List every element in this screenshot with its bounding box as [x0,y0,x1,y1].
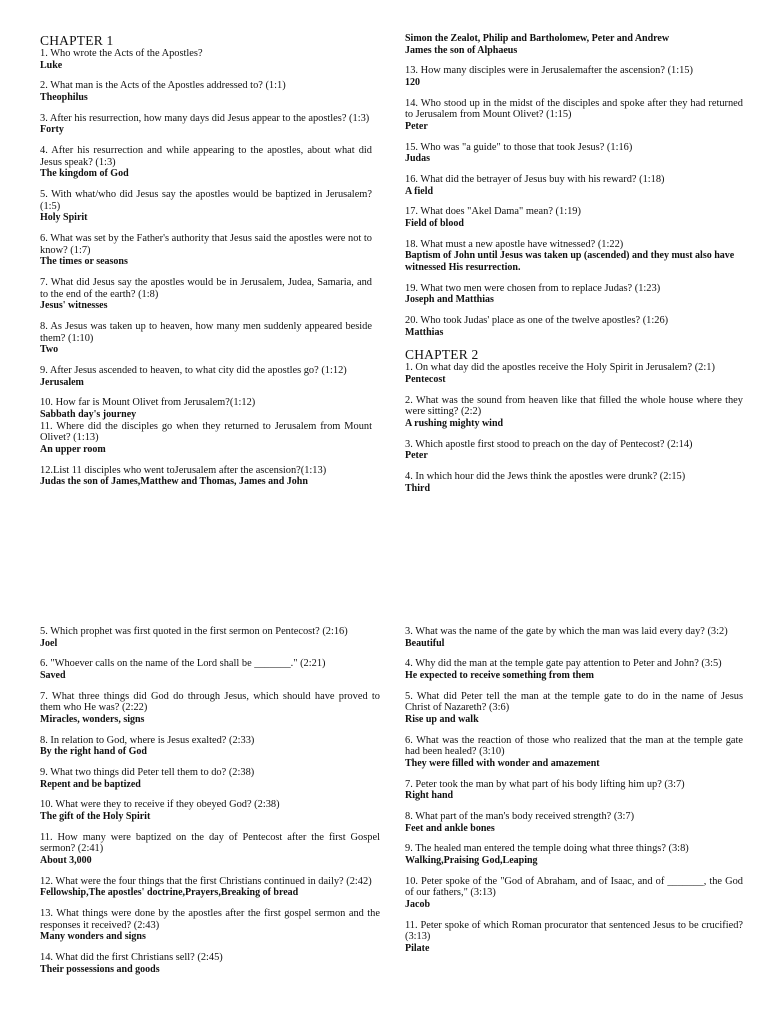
qa-item [40,365,372,388]
answer-text: Their possessions and goods [40,963,160,975]
qa-item [405,142,743,165]
question-text: 10. What were they to receive if they obeyed God? (2:38) [40,799,280,811]
qa-item [40,465,372,488]
question-text: 9. After Jesus ascended to heaven, to what city did the apostles go? (1:12) [40,364,347,376]
question-text: 17. What does "Akel Dama" mean? (1:19) [405,206,581,218]
question-text: 7. What three things did God do through Jesus, which should have proved to them who He was? (2:22) [40,690,380,714]
answer-text: The gift of the Holy Spirit [40,811,151,823]
qa-item [405,779,743,802]
answer-text: The kingdom of God [40,168,129,180]
qa-item [40,80,372,103]
qa-item [405,174,743,197]
qa-item [405,811,743,834]
qa-item [40,799,380,822]
answer-text: Pentecost [405,373,446,385]
qa-item [405,691,743,726]
qa-item [405,920,743,955]
question-list [405,65,743,338]
question-text: 12. What were the four things that the first Christians continued in daily? (2:42) [40,875,372,887]
qa-item [40,145,372,180]
qa-item [405,239,743,274]
column-4 [405,626,743,964]
qa-item [40,908,380,943]
question-text: 4. In which hour did the Jews think the apostles were drunk? (2:15) [405,471,686,483]
answer-text: Pilate [405,942,430,954]
answer-text: Sabbath day's journey [40,408,137,420]
question-text: 13. What things were done by the apostles after the first gospel sermon and the responses it received? (2:43) [40,908,380,931]
answer-text: Third [405,482,431,494]
question-text: 5. What did Peter tell the man at the temple gate to do in the name of Jesus Christ of Nazareth? (3:6) [405,690,743,714]
question-text: 15. Who was "a guide" to those that took Jesus? (1:16) [405,141,633,153]
question-text: 20. Who took Judas' place as one of the twelve apostles? (1:26) [405,315,669,326]
question-text: 11. Peter spoke of which Roman procurator that sentenced Jesus to be crucified?(3:13) [405,919,743,943]
answer-text: The times or seasons [40,256,128,268]
answer-text: Field of blood [405,217,464,229]
qa-item [40,48,372,71]
qa-item [40,626,380,649]
answer-text: Jacob [405,899,430,910]
qa-item [40,832,380,867]
question-text: 4. Why did the man at the temple gate pay attention to Peter and John? (3:5) [405,658,722,670]
question-text: 6. What was set by the Father's authority that Jesus said the apostles were not to know? (1:7) [40,233,372,256]
qa-item [40,233,372,268]
qa-item [40,691,380,726]
question-text: 8. As Jesus was taken up to heaven, how many men suddenly appeared beside them? (1:10) [40,321,372,344]
chapter-heading: CHAPTER 2 [405,347,479,363]
question-text: 11. How many were baptized on the day of Pentecost after the first Gospel sermon? (2:41) [40,831,380,855]
column-1 [40,33,372,497]
qa-item [405,65,743,88]
answer-text: Repent and be baptized [40,778,141,790]
question-text: 10. Peter spoke of the "God of Abraham, and of Isaac, and of _______, the God of our fathers," (3:13) [405,875,743,899]
qa-item [405,626,743,649]
qa-item [40,952,380,975]
question-text: 16. What did the betrayer of Jesus buy with his reward? (1:18) [405,173,665,185]
answer-text: Saved [40,669,66,681]
qa-item [40,321,372,356]
qa-item [40,767,380,790]
answer-text: Luke [40,59,63,71]
qa-item [40,876,380,899]
question-text: 8. What part of the man's body received strength? (3:7) [405,811,635,823]
question-text: 5. With what/who did Jesus say the apostles would be baptized in Jerusalem? (1:5) [40,189,372,212]
question-text: 13. How many disciples were in Jerusalemafter the ascension? (1:15) [405,65,693,77]
qa-item [405,876,743,911]
column-2 [405,33,743,503]
question-text: 6. What was the reaction of those who realized that the man at the temple gate had been healed? (3:10) [405,734,743,758]
answer-text: Joseph and Matthias [405,294,494,306]
qa-item [40,277,372,312]
question-text: 18. What must a new apostle have witnessed? (1:22) [405,238,624,250]
answer-text: Miracles, wonders, signs [40,713,145,725]
question-text: 3. Which apostle first stood to preach on the day of Pentecost? (2:14) [405,438,693,450]
question-text: 14. What did the first Christians sell? (2:45) [40,952,223,964]
answer-text: Rise up and walk [405,713,479,725]
qa-item [405,362,743,385]
question-text: 1. Who wrote the Acts of the Apostles? [40,48,203,59]
answer-text: Right hand [405,790,454,802]
answer-text: Peter [405,450,428,462]
question-text: 11. Where did the disciples go when they returned to Jerusalem from Mount Olivet? (1:13) [40,420,372,444]
chapter-heading: CHAPTER 1 [40,33,114,48]
question-list [40,626,380,975]
answer-text: Baptism of John until Jesus was taken up (ascended) and they must also have witnessed His resurrection. [405,250,735,273]
question-list [405,362,743,494]
question-text: 2. What was the sound from heaven like that filled the whole house where they were sitting? (2:2) [405,394,743,418]
qa-item [405,98,743,133]
question-text: 14. Who stood up in the midst of the disciples and spoke after they had returned to Jerusalem from Mount Olivet? (1:15) [405,97,743,121]
qa-item [405,283,743,306]
question-text: 7. Peter took the man by what part of his body lifting him up? (3:7) [405,778,685,790]
answer-text: Feet and ankle bones [405,822,495,834]
continued-answer: James the son of Alphaeus [405,44,518,56]
answer-text: 120 [405,76,420,88]
answer-text: Holy Spirit [40,212,88,224]
answer-text: Jerusalem [40,376,84,388]
answer-text: By the right hand of God [40,746,147,758]
qa-item [40,189,372,224]
answer-text: About 3,000 [40,855,92,867]
qa-item [405,315,743,338]
answer-text: Matthias [405,326,444,338]
qa-item [405,439,743,462]
answer-text: He expected to receive something from them [405,669,595,681]
question-text: 6. "Whoever calls on the name of the Lord shall be _______." (2:21) [40,658,326,670]
question-list [405,626,743,955]
qa-item [40,113,372,136]
question-text: 4. After his resurrection and while appearing to the apostles, about what did Jesus speak? (1:3) [40,145,372,168]
qa-item [405,658,743,681]
question-list [40,48,372,488]
qa-item [40,658,380,681]
qa-item [40,735,380,758]
answer-text: Beautiful [405,637,445,649]
answer-text: A rushing mighty wind [405,417,504,429]
answer-text: A field [405,185,434,197]
question-text: 10. How far is Mount Olivet from Jerusalem?(1:12) [40,397,256,409]
answer-text: Peter [405,120,428,132]
question-text: 1. On what day did the apostles receive the Holy Spirit in Jerusalem? (2:1) [405,362,715,374]
qa-item [405,735,743,770]
qa-item [405,843,743,866]
answer-text: Judas the son of James,Matthew and Thomas, James and John [40,476,308,488]
answer-text: Joel [40,637,58,649]
question-text: 3. What was the name of the gate by which the man was laid every day? (3:2) [405,626,728,637]
answer-text: Theophilus [40,91,88,103]
answer-text: They were filled with wonder and amazement [405,757,600,769]
question-text: 8. In relation to God, where is Jesus exalted? (2:33) [40,734,255,746]
question-text: 7. What did Jesus say the apostles would be in Jerusalem, Judea, Samaria, and to the end of the earth? (1:8) [40,277,372,300]
qa-item [40,397,372,420]
answer-text: Judas [405,153,431,165]
answer-text: Jesus' witnesses [40,300,108,312]
question-text: 19. What two men were chosen from to replace Judas? (1:23) [405,282,661,294]
qa-item [405,395,743,430]
qa-item [40,421,372,456]
question-text: 9. The healed man entered the temple doing what three things? (3:8) [405,843,689,855]
question-text: 9. What two things did Peter tell them to do? (2:38) [40,767,255,779]
question-text: 12.List 11 disciples who went toJerusalem after the ascension?(1:13) [40,464,327,476]
continued-answer: Simon the Zealot, Philip and Bartholomew, Peter and Andrew [405,33,670,44]
qa-item [405,206,743,229]
qa-item [405,471,743,494]
answer-text: Two [40,344,59,356]
answer-text: Fellowship,The apostles' doctrine,Prayers,Breaking of bread [40,887,299,899]
answer-text: An upper room [40,443,106,455]
answer-text: Many wonders and signs [40,931,146,943]
question-text: 2. What man is the Acts of the Apostles addressed to? (1:1) [40,80,286,92]
question-text: 5. Which prophet was first quoted in the first sermon on Pentecost? (2:16) [40,626,348,637]
column-3 [40,626,380,985]
question-text: 3. After his resurrection, how many days did Jesus appear to the apostles? (1:3) [40,112,370,124]
answer-text: Walking,Praising God,Leaping [405,855,538,867]
answer-text: Forty [40,124,64,136]
